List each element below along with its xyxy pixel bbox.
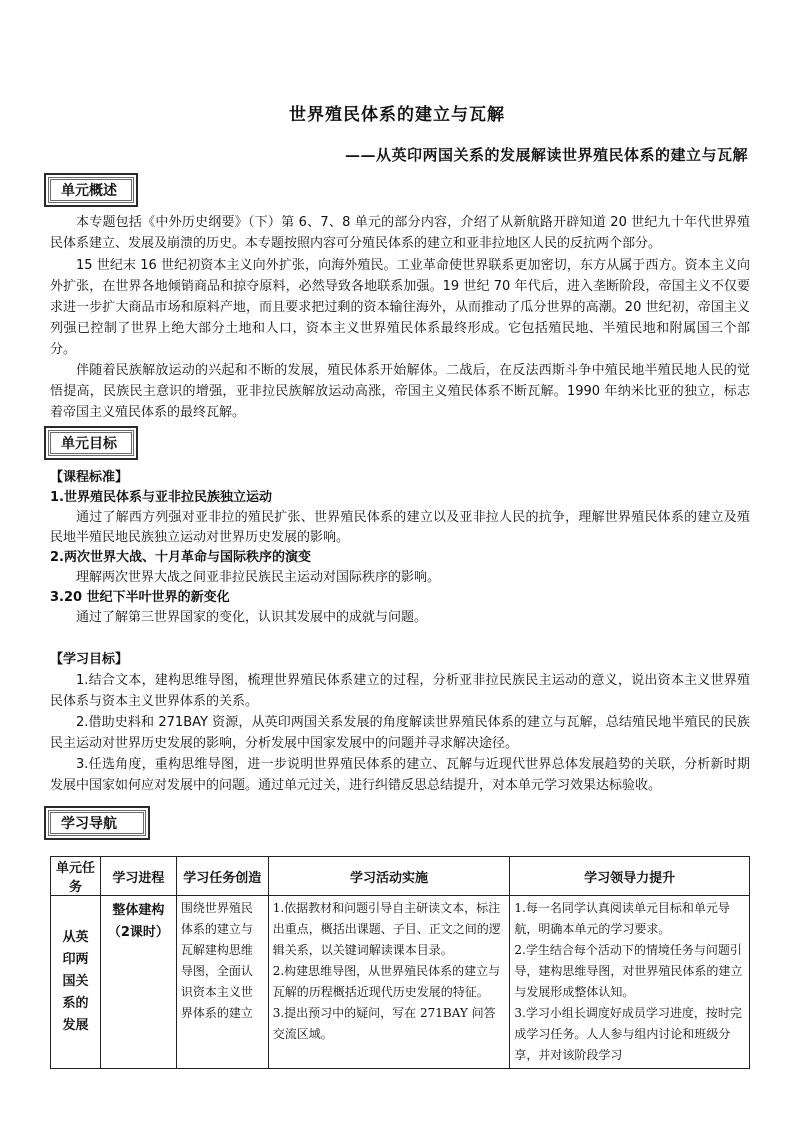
- standard-3-body: 通过了解第三世界国家的变化，认识其发展中的成就与问题。: [76, 610, 428, 625]
- activity-item-1: 1.依据教材和问题引导自主研读文本，标注出重点，概括出课题、子目、正文之间的逻辑关系，以关键词解读课本目录。: [272, 901, 501, 957]
- standard-3-title: 3.20 世纪下半叶世界的新变化: [50, 590, 230, 605]
- document-subtitle: ——从英印两国关系的发展解读世界殖民体系的建立与瓦解: [344, 146, 748, 164]
- learning-goal-1: 1.结合文本，建构思维导图，梳理世界殖民体系建立的过程，分析亚非拉民族民主运动的意义，说出资本主义世界殖民体系与资本主义世界体系的关系。: [50, 673, 750, 709]
- column-header-task-creation: 学习任务创造: [176, 857, 268, 896]
- progress-cell: [100, 896, 176, 1069]
- unit-task-cell: 从英印两国关系的发展: [51, 896, 101, 1069]
- standard-2-title: 2.两次世界大战、十月革命与国际秩序的演变: [50, 550, 311, 565]
- leadership-item-3: 3.学习小组长调度好成员学习进度，按时完成学习任务。人人参与组内讨论和班级分享，并对该阶段学习: [514, 1006, 742, 1062]
- overview-paragraph-2: 15 世纪末 16 世纪初资本主义向外扩张，向海外殖民。工业革命使世界联系更加密切，东方从属于西方。资本主义向外扩张，在世界各地倾销商品和掠夺原料，必然导致各地联系加强。19 世纪 70 年代后，进入垄断阶段，帝国主义不仅要求进一步扩大商品市场和原料产地，而且要求把过剩的资本输往海外，从而推动了瓜分世界的高潮。20 世纪初，帝国主义列强已控制了世界上绝大部分土地和人口，资本主义世界殖民体系最终形成。它包括殖民地、半殖民地和附属国三个部分。: [50, 258, 750, 357]
- section-heading-navigation-label: 学习导航: [48, 810, 146, 836]
- column-header-activities: 学习活动实施: [268, 857, 510, 896]
- standard-2-body: 理解两次世界大战之间亚非拉民族民主运动对国际秩序的影响。: [76, 570, 441, 585]
- document-title: 世界殖民体系的建立与瓦解: [289, 105, 505, 125]
- leadership-item-2: 2.学生结合每个活动下的情境任务与问题引导，建构思维导图，对世界殖民体系的建立与发展形成整体认知。: [514, 943, 743, 999]
- table-row: [51, 896, 750, 1069]
- standards-title: 【课程标准】: [50, 470, 129, 485]
- task-creation-cell: 围绕世界殖民体系的建立与瓦解建构思维导图，全面认识资本主义世界体系的建立: [176, 896, 268, 1069]
- overview-paragraph-3: 伴随着民族解放运动的兴起和不断的发展，殖民体系开始解体。二战后，在反法西斯斗争中殖民地半殖民地人民的觉悟提高，民族民主意识的增强，亚非拉民族解放运动高涨，帝国主义殖民体系不断瓦解。1990 年纳米比亚的独立，标志着帝国主义殖民体系的最终瓦解。: [50, 363, 750, 420]
- activity-item-2: 2.构建思维导图，从世界殖民体系的建立与瓦解的历程概括近现代历史发展的特征。: [272, 964, 501, 999]
- table-header-row: [51, 857, 750, 896]
- learning-goal-2: 2.借助史料和 271BAY 资源，从英印两国关系发展的角度解读世界殖民体系的建立与瓦解，总结殖民地半殖民的民族民主运动对世界历史发展的影响，分析发展中国家发展中的问题并寻求解决途径。: [50, 715, 750, 751]
- activity-item-3: 3.提出预习中的疑问，写在 271BAY 问答交流区域。: [272, 1006, 496, 1041]
- standard-1-body: 通过了解西方列强对亚非拉的殖民扩张、世界殖民体系的建立以及亚非拉人民的抗争，理解世界殖民体系的建立及殖民地半殖民地民族独立运动对世界历史发展的影响。: [50, 510, 750, 545]
- learning-navigation-table: [50, 856, 750, 1069]
- section-heading-overview: [44, 173, 138, 207]
- section-heading-goals: [44, 426, 138, 460]
- learning-goals-title: 【学习目标】: [50, 652, 129, 667]
- learning-goal-3: 3.任选角度，重构思维导图，进一步说明世界殖民体系的建立、瓦解与近现代世界总体发展趋势的关联，分析新时期发展中国家如何应对发展中的问题。通过单元过关，进行纠错反思总结提升，对本单元学习效果达标验收。: [50, 757, 750, 793]
- overview-paragraph-1: 本专题包括《中外历史纲要》（下）第 6、7、8 单元的部分内容，介绍了从新航路开辟知道 20 世纪九十年代世界殖民体系建立、发展及崩溃的历史。本专题按照内容可分殖民体系的建立和亚非拉地区人民的反抗两个部分。: [50, 215, 750, 251]
- section-heading-overview-label: 单元概述: [48, 177, 134, 203]
- section-heading-navigation: [44, 806, 150, 840]
- leadership-item-1: 1.每一名同学认真阅读单元目标和单元导航，明确本单元的学习要求。: [514, 901, 730, 936]
- section-heading-goals-label: 单元目标: [48, 430, 134, 456]
- leadership-cell: [510, 896, 750, 1069]
- progress-title: 整体建构: [112, 903, 165, 918]
- standard-1-title: 1.世界殖民体系与亚非拉民族独立运动: [50, 490, 272, 505]
- activities-cell: [268, 896, 510, 1069]
- column-header-progress: 学习进程: [100, 857, 176, 896]
- column-header-leadership: 学习领导力提升: [510, 857, 750, 896]
- column-header-unit-task: 单元任务: [51, 857, 101, 896]
- progress-time: （2课时）: [107, 925, 169, 940]
